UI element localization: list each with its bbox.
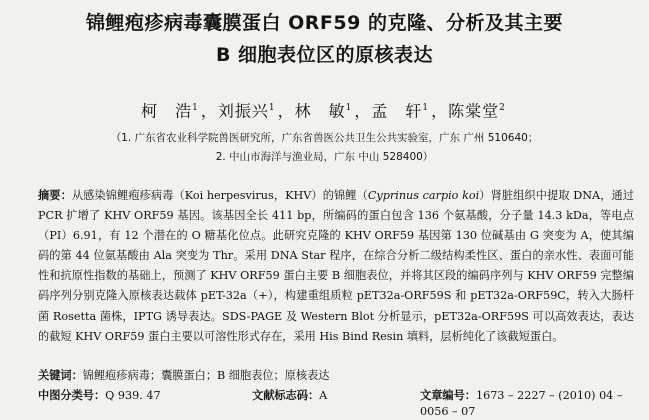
author-affiliation-mark: 1 bbox=[268, 103, 276, 113]
author-affiliation-mark: 2 bbox=[499, 103, 506, 113]
document-code bbox=[252, 388, 327, 404]
author-list: 柯 浩$^1$ ，刘振兴$^1$ ，林 敏$^1$ ，孟 轩$^1$ ，陈棠堂$^2$ bbox=[141, 101, 506, 121]
clc-number bbox=[38, 388, 161, 404]
article-number-value: 1673 – 2227 – (2010) 04 – 0056 – 07 bbox=[420, 389, 623, 418]
paper-title-line-1: 锦鲤疱疹病毒囊膜蛋白 ORF59 的克隆、分析及其主要 bbox=[86, 12, 563, 34]
article-number-label: 文章编号： bbox=[420, 389, 476, 402]
keywords bbox=[38, 368, 634, 384]
author-name: 刘振兴 bbox=[217, 101, 269, 121]
abstract bbox=[38, 186, 634, 347]
keywords-text: 锦鲤疱疹病毒；囊膜蛋白；B 细胞表位；原核表达 bbox=[82, 369, 330, 382]
affiliation-line-2: 2. 中山市海洋与渔业局，广东 中山 528400） bbox=[215, 151, 434, 163]
document-code-value: A bbox=[319, 389, 328, 402]
author-affiliation-mark: 1 bbox=[422, 103, 430, 113]
author-name: 陈棠堂 bbox=[448, 101, 500, 121]
clc-value: Q 939. 47 bbox=[105, 389, 161, 402]
author-name: 林 敏 bbox=[294, 101, 346, 121]
author-name: 孟 轩 bbox=[371, 101, 423, 121]
paper-title-line-2: B 细胞表位区的原核表达 bbox=[215, 44, 434, 66]
abstract-text-part-1: 从感染锦鲤疱疹病毒（Koi herpesvirus，KHV）的锦鲤（ bbox=[71, 189, 368, 202]
species-name: Cyprinus carpio koi bbox=[367, 189, 480, 202]
abstract-label: 摘要： bbox=[38, 189, 72, 202]
author-affiliation-mark: 1 bbox=[192, 103, 199, 113]
document-code-label: 文献标志码： bbox=[252, 389, 320, 402]
keywords-label: 关键词： bbox=[38, 369, 83, 382]
clc-label: 中图分类号： bbox=[38, 389, 106, 402]
article-number bbox=[420, 388, 634, 420]
abstract-text-part-2: ）肾脏组织中提取 DNA，通过 PCR 扩增了 KHV ORF59 基因。该基因全长 411 bp，所编码的蛋白包含 136 个氨基酸，分子量 14.3 kDa，等电点（PI）6.91，有 12 个潜在的 O 糖基化位点。此研究克隆的 KHV ORF59 基因第 130 位碱基由 G 突变为 A，使其编码的第 44 位氨基酸由 Ala 突变为 Thr。采用 DNA Star 程序，在综合分析二级结构柔性区、蛋白的亲水性、表面可能性和抗原性指数的基础上，预测了 KHV ORF59 蛋白主要 B 细胞表位，并将其区段的编码序列与 KHV ORF59 完整编码序列分别克隆入原核表达载体 pET-32a（+），构建重组质粒 pET32a-ORF59S 和 pET32a-ORF59C，转入大肠杆菌 Rosetta 菌株，IPTG 诱导表达。SDS-PAGE 及 Western Blot 分析显示，pET32a-ORF59S 可以高效表达，表达的截短 KHV ORF59 蛋白主要以可溶性形式存在，采用 His Bind Resin 填料，层析纯化了该截短蛋白。 bbox=[38, 189, 634, 343]
affiliation-line-1: （1. 广东省农业科学院兽医研究所，广东省兽医公共卫生公共实验室，广东 广州 510640； bbox=[110, 132, 539, 144]
author-name: 柯 浩 bbox=[141, 101, 193, 121]
author-affiliation-mark: 1 bbox=[345, 103, 353, 113]
